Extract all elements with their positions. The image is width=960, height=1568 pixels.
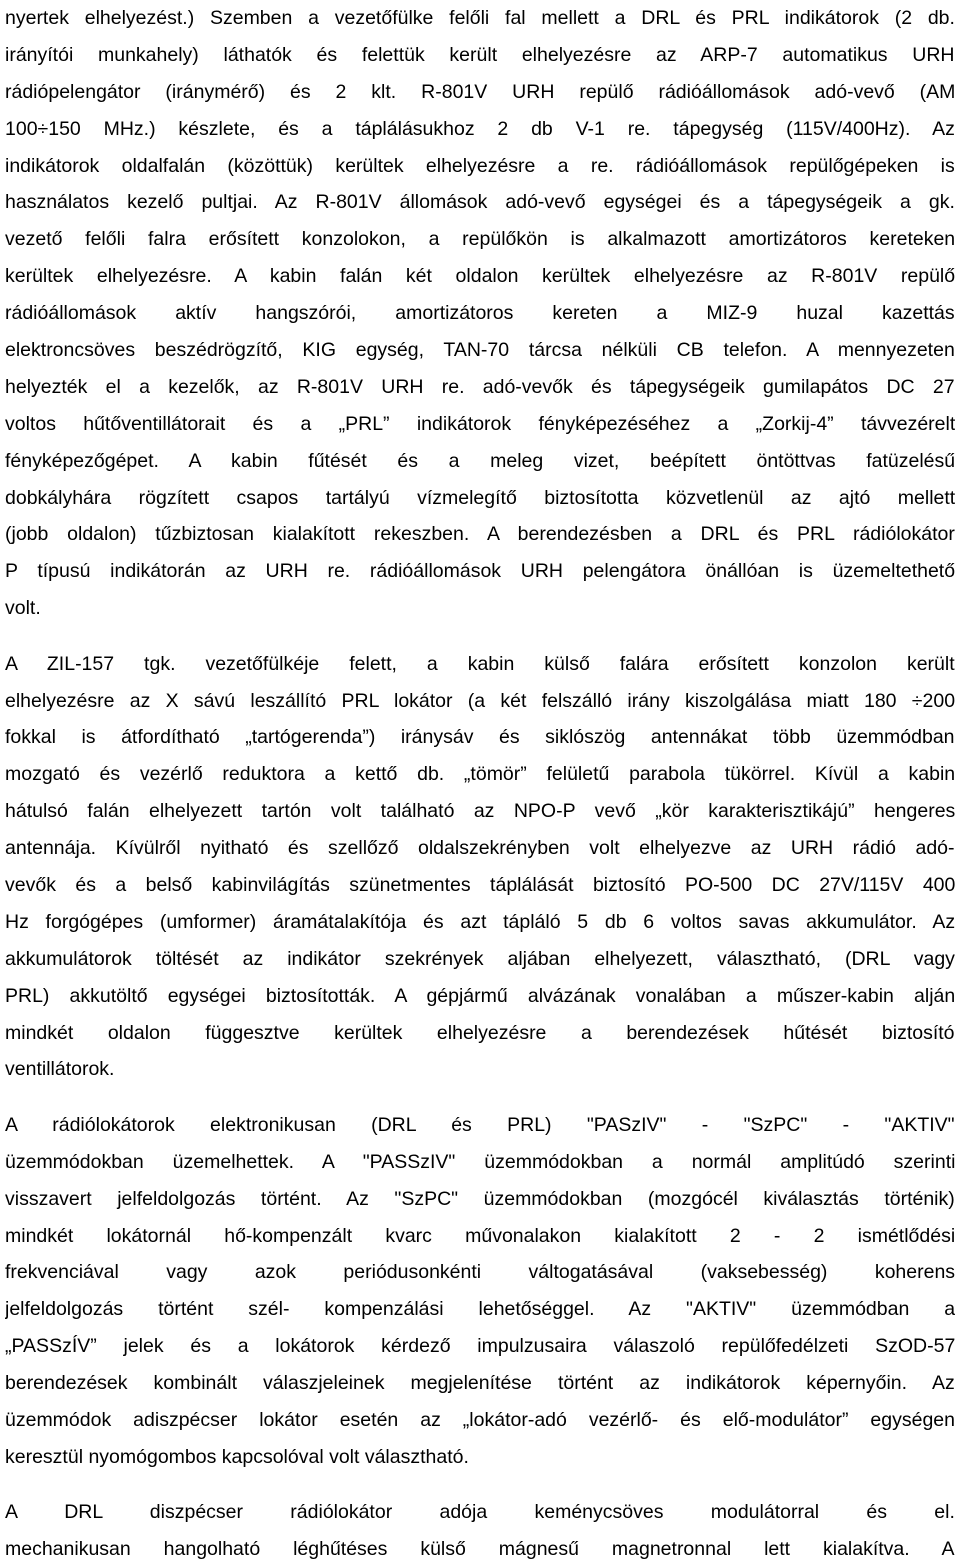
text-line	[5, 480, 955, 517]
text-line-content: voltos hűtőventillátorait és a „PRL” indikátorok fényképezéséhez a „Zorkij-4” távvezérelt	[5, 412, 955, 435]
paragraph-gap	[5, 627, 955, 646]
text-line	[5, 37, 955, 74]
paragraph-1	[5, 0, 955, 627]
text-line-content: dobkályhára rögzített csapos tartályú vízmelegítő biztosította közvetlenül az ajtó mellett	[5, 486, 955, 509]
text-line-content: rádiópelengátor (iránymérő) és 2 klt. R-801V URH repülő rádióállomások adó-vevő (AM	[5, 80, 955, 103]
text-line-content: mindkét lokátornál hő-kompenzált kvarc művonalakon kialakított 2 - 2 ismétlődési	[5, 1224, 955, 1247]
text-line-content: elhelyezésre az X sávú leszállító PRL lokátor (a két felszálló irány kiszolgálása miatt 180 ÷200	[5, 689, 955, 712]
paragraph-gap	[5, 1088, 955, 1107]
text-line	[5, 1015, 955, 1052]
text-line	[5, 1328, 955, 1365]
text-line	[5, 1144, 955, 1181]
text-line	[5, 369, 955, 406]
text-line-content: fényképezőgépet. A kabin fűtését és a meleg vizet, beépített öntöttvas fatüzelésű	[5, 449, 955, 472]
text-line-content: Hz forgógépes (umformer) áramátalakítója és azt tápláló 5 db 6 voltos savas akkumulátor. Az	[5, 910, 955, 933]
text-line-content: mindkét oldalon függesztve kerültek elhelyezésre a berendezések hűtését biztosító	[5, 1021, 955, 1044]
text-line-content: indikátorok oldalfalán (közöttük) kerültek elhelyezésre a re. rádióállomások repülőgépeken is	[5, 154, 955, 177]
text-line-content: keresztül nyomógombos kapcsolóval volt választható.	[5, 1445, 469, 1468]
text-line	[5, 332, 955, 369]
text-line	[5, 830, 955, 867]
text-line	[5, 904, 955, 941]
document-page	[5, 0, 955, 1568]
text-line-content: rádióállomások aktív hangszórói, amortizátoros kereten a MIZ-9 huzal kazettás	[5, 302, 955, 325]
text-line-content: P típusú indikátorán az URH re. rádióállomások URH pelengátora önállóan is üzemeltethető	[5, 560, 955, 583]
text-line	[5, 295, 955, 332]
text-line	[5, 0, 955, 37]
text-line-content: berendezések kombinált válaszjeleinek megjelenítése történt az indikátorok képernyőin. Az	[5, 1372, 955, 1395]
text-line-content: fokkal is átfordítható „tartógerenda”) iránysáv és siklószög antennákat több üzemmódban	[5, 726, 955, 749]
text-line-content: ventillátorok.	[5, 1058, 115, 1081]
text-line-content: A DRL diszpécser rádiólokátor adója keménycsöves modulátorral és el.	[5, 1501, 955, 1524]
text-line	[5, 1107, 955, 1144]
text-line	[5, 111, 955, 148]
text-line	[5, 683, 955, 720]
paragraph-gap	[5, 1476, 955, 1495]
text-line	[5, 867, 955, 904]
text-line-content: 100÷150 MHz.) készlete, és a táplálásukhoz 2 db V-1 re. tápegység (115V/400Hz). Az	[5, 117, 955, 140]
text-line-content: PRL) akkutöltő egységei biztosították. A gépjármű alvázának vonalában a műszer-kabin alján	[5, 984, 955, 1007]
text-line	[5, 1051, 955, 1088]
text-line-content: A ZIL-157 tgk. vezetőfülkéje felett, a kabin külső falára erősített konzolon került	[5, 652, 955, 675]
text-line-content: jelfeldolgozás történt szél- kompenzálási lehetőséggel. Az "AKTIV" üzemmódban a	[5, 1298, 955, 1321]
text-line	[5, 1181, 955, 1218]
text-line	[5, 756, 955, 793]
text-line-content: A rádiólokátorok elektronikusan (DRL és PRL) "PASzIV" - "SzPC" - "AKTIV"	[5, 1113, 955, 1136]
paragraph-3	[5, 1107, 955, 1476]
text-line-content: frekvenciával vagy azok periódusonkénti váltogatásával (vaksebesség) koherens	[5, 1261, 955, 1284]
text-line-content: „PASSzÍV” jelek és a lokátorok kérdező impulzusaira válaszoló repülőfedélzeti SzOD-57	[5, 1335, 955, 1358]
text-line-content: üzemmódok adiszpécser lokátor esetén az „lokátor-adó vezérlő- és elő-modulátor” egységen	[5, 1408, 955, 1431]
text-line	[5, 1494, 955, 1531]
text-line	[5, 1254, 955, 1291]
text-line	[5, 1218, 955, 1255]
text-line	[5, 516, 955, 553]
text-line-content: (jobb oldalon) tűzbiztosan kialakított rekeszben. A berendezésben a DRL és PRL rádiólokátor	[5, 523, 955, 546]
text-line-content: helyezték el a kezelők, az R-801V URH re. adó-vevők és tápegységeik gumilapátos DC 27	[5, 375, 955, 398]
text-line-content: használatos kezelő pultjai. Az R-801V állomások adó-vevő egységei és a tápegységeik a gk.	[5, 191, 955, 214]
text-line-content: vezető felőli falra erősített konzolokon, a repülőkön is alkalmazott amortizátoros kereteken	[5, 228, 955, 251]
text-line	[5, 406, 955, 443]
paragraph-4	[5, 1494, 955, 1568]
text-line-content: akkumulátorok töltését az indikátor szekrények aljában elhelyezett, választható, (DRL vagy	[5, 947, 955, 970]
text-line	[5, 443, 955, 480]
text-line	[5, 184, 955, 221]
paragraph-2	[5, 646, 955, 1089]
text-line-content: irányítói munkahely) láthatók és felettük került elhelyezésre az ARP-7 automatikus URH	[5, 43, 955, 66]
text-line-content: kerültek elhelyezésre. A kabin falán két oldalon kerültek elhelyezésre az R-801V repülő	[5, 265, 955, 288]
text-line	[5, 74, 955, 111]
text-line	[5, 221, 955, 258]
text-line	[5, 590, 955, 627]
text-line	[5, 646, 955, 683]
text-line	[5, 978, 955, 1015]
text-line	[5, 1439, 955, 1476]
text-line-content: mozgató és vezérlő reduktora a kettő db. „tömör” felületű parabola tükörrel. Kívül a kabin	[5, 763, 955, 786]
text-line-content: antennája. Kívülről nyitható és szellőző oldalszekrényben volt elhelyezve az URH rádió adó-	[5, 837, 955, 860]
text-line	[5, 553, 955, 590]
text-line	[5, 941, 955, 978]
text-line-content: hátulsó falán elhelyezett tartón volt található az NPO-P vevő „kör karakterisztikájú” hengeres	[5, 800, 955, 823]
text-line	[5, 1365, 955, 1402]
text-line-content: volt.	[5, 597, 41, 620]
text-line-content: visszavert jelfeldolgozás történt. Az "SzPC" üzemmódokban (mozgócél kiválasztás történik)	[5, 1187, 955, 1210]
text-line	[5, 1291, 955, 1328]
text-line	[5, 1531, 955, 1568]
text-line-content: mechanikusan hangolható léghűtéses külső mágnesű magnetronnal lett kialakítva. A	[5, 1538, 955, 1561]
text-line	[5, 793, 955, 830]
text-line	[5, 258, 955, 295]
text-line-content: nyertek elhelyezést.) Szemben a vezetőfülke felőli fal mellett a DRL és PRL indikátorok (2 db.	[5, 7, 955, 29]
text-line	[5, 719, 955, 756]
text-line-content: üzemmódokban üzemelhettek. A "PASSzIV" üzemmódokban a normál amplitúdó szerinti	[5, 1150, 955, 1173]
text-line	[5, 148, 955, 185]
text-line	[5, 1402, 955, 1439]
text-line-content: vevők és a belső kabinvilágítás szünetmentes táplálását biztosító PO-500 DC 27V/115V 400	[5, 873, 955, 896]
text-line-content: elektroncsöves beszédrögzítő, KIG egység, TAN-70 tárcsa nélküli CB telefon. A mennyezeten	[5, 339, 955, 362]
